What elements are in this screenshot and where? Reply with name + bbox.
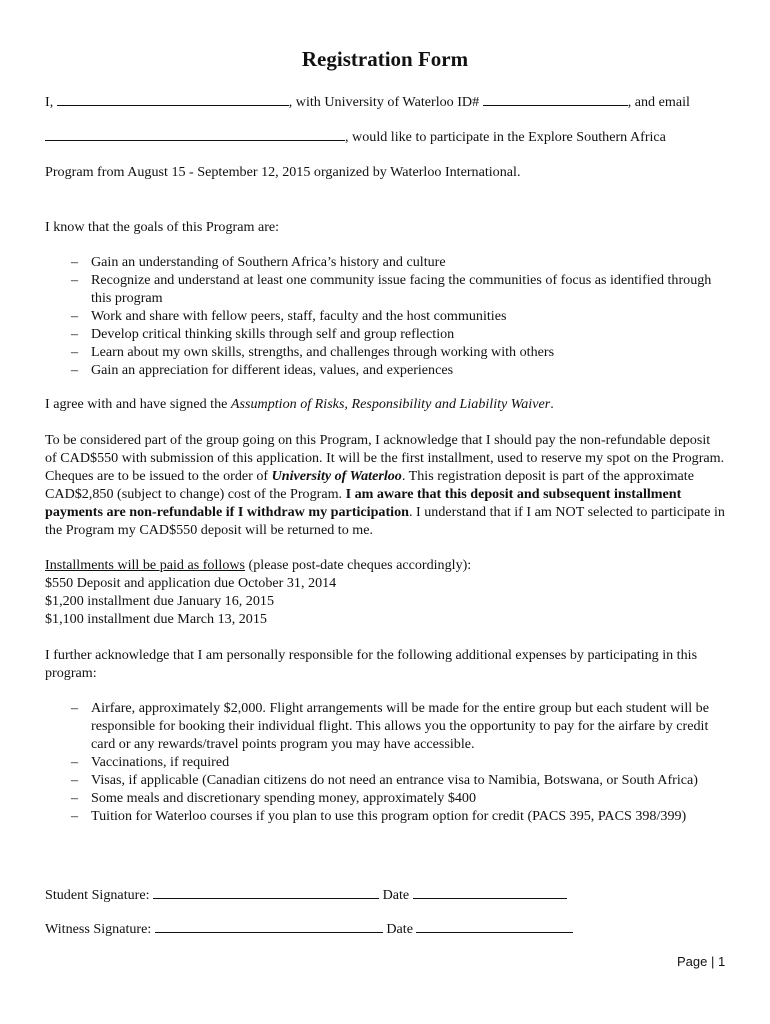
witness-signature-label: Witness Signature:	[45, 921, 155, 937]
intro-text: , would like to participate in the Explore Southern Africa	[345, 129, 666, 145]
witness-date-field[interactable]	[416, 919, 573, 933]
witness-signature-field[interactable]	[155, 919, 383, 933]
page-title: Registration Form	[301, 47, 469, 71]
expenses-heading: I further acknowledge that I am personally responsible for the following additional expenses by participating in this program:	[45, 647, 698, 681]
list-item: – Gain an understanding of Southern Africa’s history and culture	[45, 253, 725, 271]
student-date-field[interactable]	[413, 885, 567, 899]
list-item: – Airfare, approximately $2,000. Flight arrangements will be made for the entire group but each student will be responsible for booking their individual flight. This allows you the opportunity to pay for the airfare by credit card or any rewards/travel points program you may have accessible.	[45, 699, 725, 753]
payee-name: University of Waterloo	[271, 468, 402, 484]
deposit-text: To be considered part of the group going on this Program, I acknowledge that I should pay the non-refundable deposit of CAD$550 with submission of this application. It will be the first installment, used to reserve my spot on the Program. Cheques are to be issued to the order of	[45, 432, 725, 484]
intro-text: , with University of Waterloo ID#	[288, 94, 483, 110]
date-label: Date	[382, 921, 417, 937]
student-signature-field[interactable]	[153, 885, 379, 899]
list-item: – Visas, if applicable (Canadian citizens do not need an entrance visa to Namibia, Botswana, or South Africa)	[45, 771, 725, 789]
email-field[interactable]	[45, 127, 345, 141]
list-item: – Tuition for Waterloo courses if you plan to use this program option for credit (PACS 395, PACS 398/399)	[45, 807, 725, 825]
deposit-text: . This registration deposit is part of the approximate CAD$2,850 (subject to change) cost of the Program.	[45, 468, 694, 502]
agree-text: I agree with and have signed the	[45, 396, 231, 412]
intro-text: I,	[45, 94, 57, 110]
installments-section	[45, 556, 725, 628]
student-id-field[interactable]	[483, 92, 628, 106]
agree-text: .	[550, 396, 554, 412]
list-item: – Recognize and understand at least one community issue facing the communities of focus as identified through this program	[45, 271, 725, 307]
list-item: – Gain an appreciation for different ideas, values, and experiences	[45, 361, 725, 379]
installment-item: $1,100 installment due March 13, 2015	[45, 611, 267, 627]
installments-note: (please post-date cheques accordingly):	[245, 557, 472, 573]
intro-line-1	[45, 92, 690, 111]
intro-line-3: Program from August 15 - September 12, 2015 organized by Waterloo International.	[45, 164, 521, 180]
page-number: Page | 1	[677, 954, 726, 969]
witness-signature-row	[45, 919, 573, 938]
list-item: – Learn about my own skills, strengths, and challenges through working with others	[45, 343, 725, 361]
installments-heading: Installments will be paid as follows	[45, 557, 246, 573]
goals-heading: I know that the goals of this Program are:	[45, 219, 280, 235]
non-refundable-notice: I am aware that this deposit and subsequent installment payments are non-refundable if I withdraw my participation	[45, 486, 682, 520]
name-field[interactable]	[57, 92, 289, 106]
intro-line-2	[45, 127, 666, 146]
date-label: Date	[379, 887, 413, 903]
deposit-text: . I understand that if I am NOT selected to participate in the Program my CAD$550 deposit will be returned to me.	[45, 504, 725, 538]
expenses-list	[45, 699, 725, 825]
installment-item: $550 Deposit and application due October 31, 2014	[45, 575, 337, 591]
list-item: – Some meals and discretionary spending money, approximately $400	[45, 789, 725, 807]
installment-item: $1,200 installment due January 16, 2015	[45, 593, 274, 609]
list-item: – Vaccinations, if required	[45, 753, 725, 771]
waiver-title: Assumption of Risks, Responsibility and Liability Waiver	[230, 396, 551, 412]
student-signature-row	[45, 885, 567, 904]
student-signature-label: Student Signature:	[45, 887, 154, 903]
intro-text: , and email	[627, 94, 690, 110]
goals-list	[45, 253, 725, 379]
list-item: – Work and share with fellow peers, staff, faculty and the host communities	[45, 307, 725, 325]
list-item: – Develop critical thinking skills through self and group reflection	[45, 325, 725, 343]
deposit-paragraph	[45, 431, 725, 539]
waiver-agreement	[45, 395, 554, 413]
